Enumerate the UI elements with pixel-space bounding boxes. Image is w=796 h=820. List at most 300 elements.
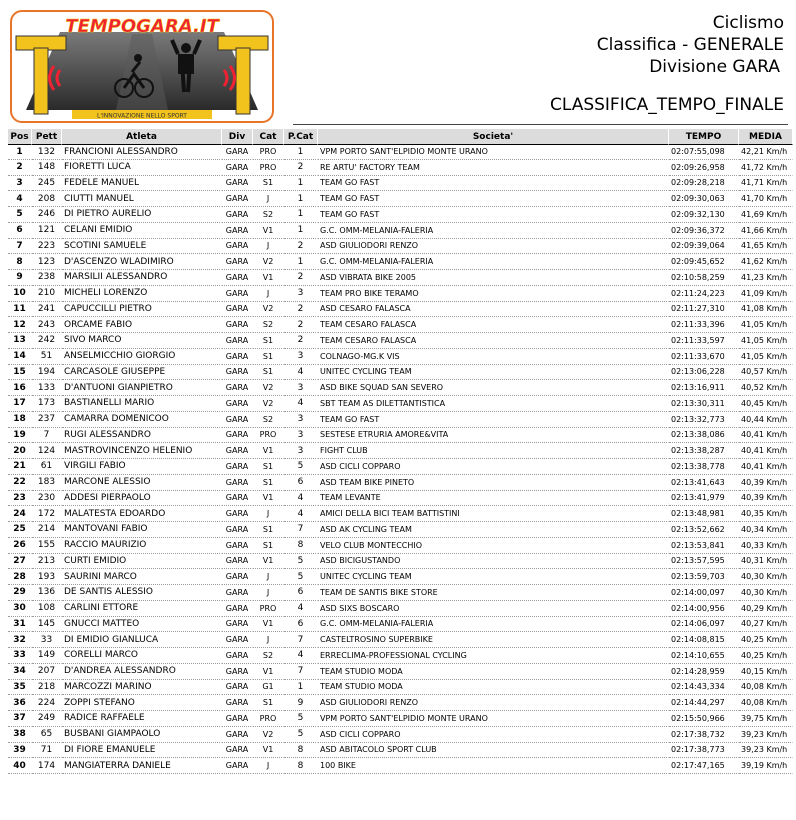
cell-tempo: 02:13:59,703 [669,569,739,585]
cell-div: GARA [222,428,253,444]
cell-pett: 121 [32,223,62,239]
cell-pos: 9 [8,270,32,286]
cell-tempo: 02:14:10,655 [669,648,739,664]
cell-media: 39,19 Km/h [739,758,793,774]
cell-atleta: CARLINI ETTORE [62,601,222,617]
cell-pett: 132 [32,144,62,160]
cell-div: GARA [222,711,253,727]
cell-tempo: 02:14:06,097 [669,617,739,633]
cell-pett: 155 [32,538,62,554]
cell-pos: 7 [8,239,32,255]
cell-pos: 33 [8,648,32,664]
cell-cat: V2 [253,380,284,396]
cell-media: 41,05 Km/h [739,333,793,349]
cell-media: 41,09 Km/h [739,286,793,302]
cell-div: GARA [222,743,253,759]
cell-cat: J [253,239,284,255]
cell-media: 41,66 Km/h [739,223,793,239]
cell-tempo: 02:11:24,223 [669,286,739,302]
cell-pett: 136 [32,585,62,601]
cell-atleta: FRANCIONI ALESSANDRO [62,144,222,160]
cell-atleta: VIRGILI FABIO [62,459,222,475]
cell-tempo: 02:09:36,372 [669,223,739,239]
cell-atleta: ORCAME FABIO [62,317,222,333]
cell-pett: 172 [32,506,62,522]
cell-cat: S2 [253,648,284,664]
col-header-pcat: P.Cat [284,129,318,144]
cell-media: 40,52 Km/h [739,380,793,396]
cell-atleta: SAURINI MARCO [62,569,222,585]
cell-cat: V1 [253,270,284,286]
cell-cat: V2 [253,302,284,318]
classification-title: Classifica - GENERALE [596,35,784,55]
cell-media: 40,15 Km/h [739,664,793,680]
cell-atleta: DI FIORE EMANUELE [62,743,222,759]
cell-tempo: 02:11:33,670 [669,349,739,365]
cell-cat: S1 [253,176,284,192]
cell-pett: 145 [32,617,62,633]
table-row [8,506,793,522]
cell-atleta: MANTOVANI FABIO [62,522,222,538]
cell-tempo: 02:14:00,956 [669,601,739,617]
division-title: Divisione GARA [649,57,780,77]
cell-pett: 61 [32,459,62,475]
cell-societa: SBT TEAM AS DILETTANTISTICA [318,396,669,412]
cell-societa: TEAM CESARO FALASCA [318,317,669,333]
cell-societa: ASD SIXS BOSCARO [318,601,669,617]
cell-cat: S2 [253,207,284,223]
cell-atleta: MALATESTA EDOARDO [62,506,222,522]
cell-pos: 26 [8,538,32,554]
cell-tempo: 02:14:28,959 [669,664,739,680]
cell-cat: S1 [253,538,284,554]
cell-pos: 5 [8,207,32,223]
cell-cat: V1 [253,223,284,239]
cell-societa: 100 BIKE [318,758,669,774]
cell-pos: 32 [8,632,32,648]
table-row [8,680,793,696]
cell-pett: 210 [32,286,62,302]
table-row [8,396,793,412]
cell-pett: 214 [32,522,62,538]
cell-div: GARA [222,617,253,633]
cell-pett: 148 [32,160,62,176]
cell-atleta: DE SANTIS ALESSIO [62,585,222,601]
table-row [8,365,793,381]
cell-tempo: 02:14:08,815 [669,632,739,648]
results-table [8,129,793,774]
cell-pett: 108 [32,601,62,617]
table-row [8,176,793,192]
table-row [8,223,793,239]
cell-societa: ASD CICLI COPPARO [318,727,669,743]
cell-tempo: 02:09:39,064 [669,239,739,255]
table-row [8,617,793,633]
cell-pett: 207 [32,664,62,680]
cell-pett: 213 [32,554,62,570]
cell-societa: SESTESE ETRURIA AMORE&VITA [318,428,669,444]
table-row [8,585,793,601]
cell-societa: CASTELTROSINO SUPERBIKE [318,632,669,648]
cell-pett: 183 [32,475,62,491]
cell-cat: V1 [253,491,284,507]
cell-societa: COLNAGO-MG.K VIS [318,349,669,365]
cell-atleta: ADDESI PIERPAOLO [62,491,222,507]
cell-pcat: 7 [284,522,318,538]
cell-div: GARA [222,317,253,333]
cell-tempo: 02:13:41,979 [669,491,739,507]
cell-pos: 13 [8,333,32,349]
cell-media: 41,23 Km/h [739,270,793,286]
cell-media: 40,39 Km/h [739,475,793,491]
cell-tempo: 02:13:32,773 [669,412,739,428]
cell-pett: 208 [32,191,62,207]
cell-pos: 24 [8,506,32,522]
cell-media: 42,21 Km/h [739,144,793,160]
logo-brand-text: TEMPOGARA.IT [65,16,219,37]
cell-media: 40,39 Km/h [739,491,793,507]
cell-atleta: ANSELMICCHIO GIORGIO [62,349,222,365]
cell-pett: 123 [32,254,62,270]
cell-societa: ASD GIULIODORI RENZO [318,695,669,711]
cell-media: 39,23 Km/h [739,743,793,759]
cell-media: 41,70 Km/h [739,191,793,207]
table-row [8,695,793,711]
cell-pcat: 7 [284,664,318,680]
cell-pett: 224 [32,695,62,711]
cell-pcat: 2 [284,333,318,349]
cell-tempo: 02:09:32,130 [669,207,739,223]
cell-pcat: 6 [284,585,318,601]
table-row [8,601,793,617]
cell-media: 40,34 Km/h [739,522,793,538]
table-row [8,648,793,664]
col-header-media: MEDIA [739,129,793,144]
col-header-atleta: Atleta [62,129,222,144]
cell-cat: J [253,286,284,302]
cell-pcat: 4 [284,601,318,617]
cell-tempo: 02:10:58,259 [669,270,739,286]
cell-atleta: CORELLI MARCO [62,648,222,664]
cell-pcat: 5 [284,554,318,570]
cell-societa: ASD VIBRATA BIKE 2005 [318,270,669,286]
cell-pcat: 3 [284,412,318,428]
cell-atleta: CARCASOLE GIUSEPPE [62,365,222,381]
cell-pcat: 2 [284,302,318,318]
cell-div: GARA [222,286,253,302]
cell-tempo: 02:13:38,778 [669,459,739,475]
cell-societa: ASD AK CYCLING TEAM [318,522,669,538]
cell-atleta: BUSBANI GIAMPAOLO [62,727,222,743]
table-row [8,522,793,538]
cell-pos: 28 [8,569,32,585]
cell-pett: 238 [32,270,62,286]
table-row [8,743,793,759]
cell-tempo: 02:17:38,732 [669,727,739,743]
cell-pcat: 4 [284,648,318,664]
cell-cat: V1 [253,554,284,570]
cell-tempo: 02:15:50,966 [669,711,739,727]
cell-tempo: 02:09:45,652 [669,254,739,270]
cell-media: 39,75 Km/h [739,711,793,727]
cell-pcat: 5 [284,459,318,475]
header-rule [293,124,788,125]
cell-societa: ASD BIKE SQUAD SAN SEVERO [318,380,669,396]
cell-pos: 36 [8,695,32,711]
cell-pett: 218 [32,680,62,696]
cell-div: GARA [222,191,253,207]
cell-tempo: 02:13:48,981 [669,506,739,522]
cell-pett: 173 [32,396,62,412]
cell-pos: 38 [8,727,32,743]
table-row [8,727,793,743]
cell-pos: 12 [8,317,32,333]
cell-pett: 124 [32,443,62,459]
cell-tempo: 02:13:41,643 [669,475,739,491]
cell-tempo: 02:13:52,662 [669,522,739,538]
cell-societa: ASD CICLI COPPARO [318,459,669,475]
cell-tempo: 02:17:47,165 [669,758,739,774]
cell-pos: 8 [8,254,32,270]
cell-societa: ASD CESARO FALASCA [318,302,669,318]
cell-media: 40,41 Km/h [739,443,793,459]
cell-media: 41,69 Km/h [739,207,793,223]
cell-atleta: MARCOZZI MARINO [62,680,222,696]
cell-pcat: 4 [284,491,318,507]
cell-atleta: SCOTINI SAMUELE [62,239,222,255]
cell-cat: PRO [253,428,284,444]
cell-societa: TEAM GO FAST [318,176,669,192]
cell-atleta: MARSILII ALESSANDRO [62,270,222,286]
cell-media: 40,29 Km/h [739,601,793,617]
cell-div: GARA [222,475,253,491]
cell-pos: 20 [8,443,32,459]
cell-societa: ASD GIULIODORI RENZO [318,239,669,255]
cell-media: 41,05 Km/h [739,349,793,365]
cell-atleta: MANGIATERRA DANIELE [62,758,222,774]
cell-tempo: 02:11:33,597 [669,333,739,349]
cell-pett: 51 [32,349,62,365]
cell-div: GARA [222,380,253,396]
cell-tempo: 02:09:30,063 [669,191,739,207]
cell-pos: 27 [8,554,32,570]
report-header [550,12,784,116]
cell-div: GARA [222,333,253,349]
cell-societa: AMICI DELLA BICI TEAM BATTISTINI [318,506,669,522]
cell-cat: J [253,191,284,207]
table-row [8,270,793,286]
col-header-div: Div [222,129,253,144]
cell-tempo: 02:13:53,841 [669,538,739,554]
cell-div: GARA [222,648,253,664]
cell-pett: 149 [32,648,62,664]
cell-pcat: 8 [284,758,318,774]
cell-cat: J [253,569,284,585]
cell-pett: 246 [32,207,62,223]
table-row [8,412,793,428]
cell-div: GARA [222,459,253,475]
cell-div: GARA [222,412,253,428]
cell-pcat: 4 [284,396,318,412]
cell-pcat: 8 [284,743,318,759]
table-row [8,428,793,444]
cell-atleta: CAMARRA DOMENICOO [62,412,222,428]
cell-tempo: 02:17:38,773 [669,743,739,759]
cell-tempo: 02:13:16,911 [669,380,739,396]
cell-societa: ASD ABITACOLO SPORT CLUB [318,743,669,759]
cell-media: 39,23 Km/h [739,727,793,743]
cell-societa: VPM PORTO SANT'ELPIDIO MONTE URANO [318,144,669,160]
cell-atleta: CELANI EMIDIO [62,223,222,239]
cell-societa: TEAM GO FAST [318,412,669,428]
cell-pos: 15 [8,365,32,381]
cell-cat: V2 [253,727,284,743]
cell-atleta: MICHELI LORENZO [62,286,222,302]
cell-div: GARA [222,223,253,239]
cell-div: GARA [222,144,253,160]
cell-div: GARA [222,727,253,743]
cell-pett: 241 [32,302,62,318]
cell-div: GARA [222,664,253,680]
cell-societa: G.C. OMM-MELANIA-FALERIA [318,617,669,633]
cell-pcat: 2 [284,239,318,255]
cell-pett: 223 [32,239,62,255]
cell-cat: V2 [253,396,284,412]
cell-pcat: 3 [284,443,318,459]
cell-tempo: 02:13:30,311 [669,396,739,412]
cell-pos: 3 [8,176,32,192]
cell-media: 40,44 Km/h [739,412,793,428]
cell-pcat: 1 [284,191,318,207]
cell-cat: J [253,506,284,522]
cell-tempo: 02:07:55,098 [669,144,739,160]
cell-pcat: 3 [284,380,318,396]
cell-societa: VELO CLUB MONTECCHIO [318,538,669,554]
cell-pett: 133 [32,380,62,396]
table-row [8,443,793,459]
cell-div: GARA [222,758,253,774]
cell-cat: V1 [253,617,284,633]
cell-cat: G1 [253,680,284,696]
cell-div: GARA [222,585,253,601]
cell-tempo: 02:11:27,310 [669,302,739,318]
cell-pcat: 8 [284,538,318,554]
cell-pos: 35 [8,680,32,696]
cell-cat: V2 [253,254,284,270]
cell-pos: 30 [8,601,32,617]
cell-societa: G.C. OMM-MELANIA-FALERIA [318,223,669,239]
cell-media: 40,30 Km/h [739,569,793,585]
cell-pos: 19 [8,428,32,444]
cell-pcat: 6 [284,475,318,491]
cell-pos: 34 [8,664,32,680]
col-header-pett: Pett [32,129,62,144]
cell-div: GARA [222,443,253,459]
cell-pos: 17 [8,396,32,412]
table-row [8,459,793,475]
cell-pos: 25 [8,522,32,538]
cell-pcat: 6 [284,617,318,633]
table-row [8,491,793,507]
cell-pett: 237 [32,412,62,428]
cell-tempo: 02:13:38,086 [669,428,739,444]
cell-societa: VPM PORTO SANT'ELPIDIO MONTE URANO [318,711,669,727]
cell-atleta: ZOPPI STEFANO [62,695,222,711]
cell-societa: TEAM LEVANTE [318,491,669,507]
col-header-societa: Societa' [318,129,669,144]
logo-graphic [12,12,272,121]
cell-div: GARA [222,176,253,192]
cell-div: GARA [222,632,253,648]
cell-pcat: 7 [284,632,318,648]
cell-pett: 194 [32,365,62,381]
cell-pos: 6 [8,223,32,239]
cell-pcat: 1 [284,144,318,160]
cell-societa: TEAM STUDIO MODA [318,664,669,680]
cell-societa: G.C. OMM-MELANIA-FALERIA [318,254,669,270]
cell-div: GARA [222,538,253,554]
table-row [8,664,793,680]
cell-pcat: 9 [284,695,318,711]
cell-pcat: 3 [284,349,318,365]
cell-pos: 22 [8,475,32,491]
cell-pos: 10 [8,286,32,302]
cell-div: GARA [222,365,253,381]
cell-pcat: 2 [284,270,318,286]
cell-atleta: RADICE RAFFAELE [62,711,222,727]
cell-atleta: D'ASCENZO WLADIMIRO [62,254,222,270]
cell-cat: S1 [253,522,284,538]
cell-societa: UNITEC CYCLING TEAM [318,365,669,381]
cell-pos: 21 [8,459,32,475]
cell-atleta: MARCONE ALESSIO [62,475,222,491]
cell-media: 40,33 Km/h [739,538,793,554]
cell-div: GARA [222,601,253,617]
cell-div: GARA [222,491,253,507]
cell-tempo: 02:13:06,228 [669,365,739,381]
cell-media: 41,65 Km/h [739,239,793,255]
cell-media: 40,41 Km/h [739,428,793,444]
cell-div: GARA [222,302,253,318]
cell-cat: J [253,632,284,648]
cell-media: 40,41 Km/h [739,459,793,475]
cell-pett: 243 [32,317,62,333]
cell-media: 41,71 Km/h [739,176,793,192]
cell-cat: PRO [253,160,284,176]
cell-societa: TEAM DE SANTIS BIKE STORE [318,585,669,601]
cell-tempo: 02:09:28,218 [669,176,739,192]
cell-media: 41,08 Km/h [739,302,793,318]
cell-div: GARA [222,160,253,176]
table-row [8,538,793,554]
cell-societa: ASD BICIGUSTANDO [318,554,669,570]
cell-pett: 249 [32,711,62,727]
cell-atleta: SIVO MARCO [62,333,222,349]
table-row [8,239,793,255]
cell-cat: PRO [253,601,284,617]
cell-cat: S1 [253,695,284,711]
cell-cat: S1 [253,349,284,365]
cell-pos: 40 [8,758,32,774]
cell-tempo: 02:09:26,958 [669,160,739,176]
table-row [8,569,793,585]
cell-pcat: 3 [284,286,318,302]
cell-societa: TEAM STUDIO MODA [318,680,669,696]
cell-cat: V1 [253,664,284,680]
table-row [8,632,793,648]
cell-media: 40,27 Km/h [739,617,793,633]
table-row [8,317,793,333]
